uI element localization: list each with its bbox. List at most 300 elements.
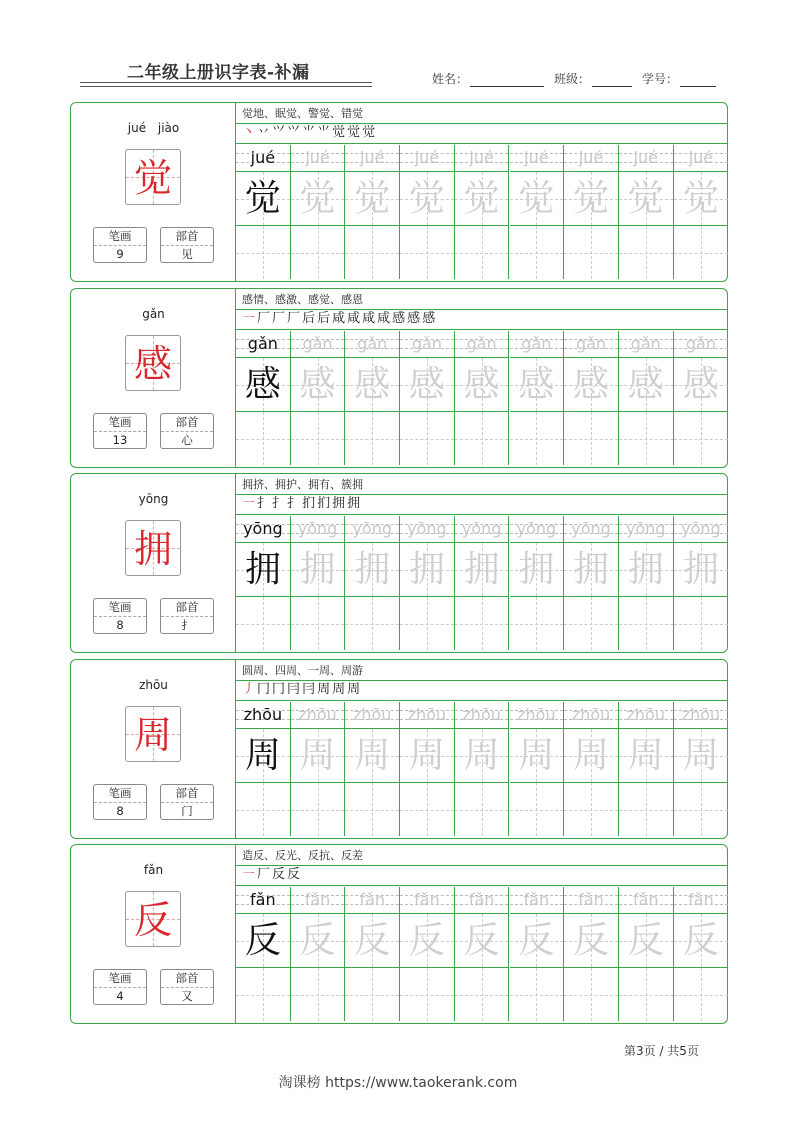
pinyin-model: fǎn (250, 890, 276, 909)
character-trace: 感 (354, 364, 391, 405)
character-trace: 拥 (682, 549, 719, 590)
tracing-cell[interactable] (564, 357, 619, 411)
blank-writing-cell[interactable] (236, 225, 291, 279)
pinyin-cell[interactable] (400, 516, 455, 542)
character-pinyin: gǎn (142, 307, 165, 321)
character-trace: 拥 (408, 549, 445, 590)
blank-writing-cell[interactable] (619, 411, 674, 465)
tracing-cell[interactable] (619, 357, 674, 411)
tracing-cell[interactable] (619, 728, 674, 782)
blank-writing-cell[interactable] (291, 225, 346, 279)
pinyin-trace: jué (360, 148, 385, 167)
character-trace: 周 (354, 735, 391, 776)
pinyin-trace: zhōu (407, 705, 447, 724)
pinyin-cell[interactable] (619, 702, 674, 728)
pinyin-cell[interactable] (455, 516, 510, 542)
pinyin-trace: gǎn (411, 334, 442, 353)
pinyin-cell[interactable] (291, 145, 346, 171)
pinyin-trace: zhōu (626, 705, 665, 724)
pinyin-trace: zhōu (353, 705, 392, 724)
pinyin-trace: gǎn (357, 334, 388, 353)
pinyin-cell[interactable] (674, 516, 729, 542)
stroke-step: ⺌ (317, 125, 331, 140)
character-card (70, 288, 728, 468)
tracing-cell[interactable] (510, 357, 565, 411)
character-trace: 拥 (299, 549, 336, 590)
example-words: 拥挤、拥护、拥有、簇拥 (242, 478, 363, 491)
pinyin-cell[interactable] (510, 516, 565, 542)
blank-writing-cell[interactable] (564, 967, 619, 1021)
tracing-cell[interactable] (455, 542, 510, 596)
blank-writing-cell[interactable] (510, 782, 565, 836)
stroke-count-label: 笔画 (94, 785, 146, 803)
character-trace: 感 (627, 364, 664, 405)
tracing-cell (236, 913, 291, 967)
character-info-panel (71, 103, 236, 281)
pinyin-cell[interactable] (291, 331, 346, 357)
character-glyph: 拥 (133, 527, 172, 571)
pinyin-cell[interactable] (674, 145, 729, 171)
tracing-cell[interactable] (400, 728, 455, 782)
pinyin-cell[interactable] (345, 887, 400, 913)
blank-writing-cell[interactable] (345, 782, 400, 836)
blank-writing-cell[interactable] (291, 967, 346, 1021)
tracing-cell[interactable] (674, 728, 729, 782)
pinyin-cell[interactable] (400, 145, 455, 171)
id-label: 学号： (642, 72, 679, 86)
tracing-cell[interactable] (564, 542, 619, 596)
tracing-cell[interactable] (455, 728, 510, 782)
stroke-step: ⺍ (287, 125, 301, 140)
practice-panel (236, 845, 727, 1023)
pinyin-cell[interactable] (674, 887, 729, 913)
blank-writing-cell[interactable] (236, 596, 291, 650)
character-info-panel (71, 289, 236, 467)
tracing-cell (236, 542, 291, 596)
character-trace: 周 (627, 735, 664, 776)
character-trace: 反 (408, 920, 445, 961)
blank-writing-cell[interactable] (455, 967, 510, 1021)
blank-writing-cell[interactable] (291, 596, 346, 650)
blank-writing-cell[interactable] (400, 411, 455, 465)
stroke-step: 周 (347, 682, 361, 697)
pinyin-cell[interactable] (400, 887, 455, 913)
character-model: 拥 (244, 549, 281, 590)
stroke-step: 咸 (362, 311, 376, 326)
pinyin-trace: yōng (516, 519, 557, 538)
radical-label: 部首 (161, 228, 213, 246)
pinyin-trace: zhōu (298, 705, 337, 724)
blank-writing-cell[interactable] (345, 411, 400, 465)
radical-value: 心 (181, 433, 193, 447)
tracing-cell[interactable] (345, 357, 400, 411)
tracing-cell[interactable] (345, 913, 400, 967)
writing-grid (236, 516, 727, 652)
character-trace: 觉 (354, 178, 391, 219)
character-info-panel (71, 660, 236, 838)
stroke-step: 丶 (242, 125, 256, 140)
example-words: 感情、感激、感觉、感恩 (242, 293, 363, 306)
blank-writing-cell[interactable] (510, 967, 565, 1021)
practice-panel (236, 103, 727, 281)
character-box (125, 335, 181, 391)
class-field[interactable] (592, 72, 632, 87)
pinyin-trace: yōng (407, 519, 447, 538)
character-trace: 周 (682, 735, 719, 776)
pinyin-trace: fǎn (523, 890, 550, 909)
tracing-cell[interactable] (674, 542, 729, 596)
tracing-cell[interactable] (455, 913, 510, 967)
student-info-fields (432, 70, 726, 87)
character-box (125, 149, 181, 205)
character-trace: 反 (573, 920, 610, 961)
character-trace: 觉 (518, 178, 555, 219)
character-card (70, 659, 728, 839)
pinyin-trace: zhōu (681, 705, 721, 724)
blank-writing-cell[interactable] (510, 225, 565, 279)
character-pinyin: jué jiào (127, 121, 180, 135)
character-box (125, 891, 181, 947)
blank-writing-cell[interactable] (674, 411, 729, 465)
stroke-step: 反 (287, 867, 301, 882)
stroke-step: 反 (272, 867, 286, 882)
pinyin-cell[interactable] (674, 702, 729, 728)
stroke-count-value: 8 (116, 618, 124, 632)
blank-writing-cell[interactable] (619, 596, 674, 650)
stroke-step: 厂 (257, 311, 271, 326)
tracing-cell[interactable] (510, 913, 565, 967)
stroke-count-box (93, 413, 147, 449)
pinyin-trace: yōng (681, 519, 721, 538)
tracing-cell[interactable] (455, 357, 510, 411)
title-underline (80, 82, 372, 83)
blank-writing-cell[interactable] (674, 225, 729, 279)
pinyin-cell[interactable] (455, 145, 510, 171)
tracing-cell[interactable] (619, 542, 674, 596)
page-number: 第3页 / 共5页 (624, 1044, 699, 1058)
footer-link[interactable]: 淘课榜 https://www.taokerank.com (278, 1075, 518, 1091)
pinyin-cell[interactable] (510, 702, 565, 728)
tracing-cell[interactable] (510, 542, 565, 596)
stroke-step: 咸 (332, 311, 346, 326)
writing-grid (236, 887, 727, 1023)
stroke-step: 冃 (287, 682, 301, 697)
row-divider (236, 885, 727, 886)
radical-label: 部首 (161, 785, 213, 803)
pinyin-trace: jué (469, 148, 494, 167)
pinyin-cell (236, 145, 291, 171)
pinyin-cell[interactable] (400, 702, 455, 728)
blank-writing-cell[interactable] (510, 596, 565, 650)
character-trace: 反 (682, 920, 719, 961)
stroke-step: 觉 (362, 125, 376, 140)
radical-value: 见 (181, 247, 193, 261)
stroke-step: 咸 (347, 311, 361, 326)
radical-label: 部首 (161, 414, 213, 432)
radical-value: 扌 (181, 618, 193, 632)
pinyin-model: zhōu (243, 705, 283, 724)
pinyin-cell[interactable] (564, 887, 619, 913)
blank-writing-cell[interactable] (345, 225, 400, 279)
radical-box (160, 598, 214, 634)
tracing-cell (236, 171, 291, 225)
tracing-cell[interactable] (400, 357, 455, 411)
tracing-cell (236, 728, 291, 782)
radical-label: 部首 (161, 599, 213, 617)
stroke-order (242, 866, 300, 884)
stroke-step: 厂 (287, 311, 301, 326)
character-trace: 感 (408, 364, 445, 405)
name-field[interactable] (470, 72, 544, 87)
blank-writing-cell[interactable] (674, 967, 729, 1021)
character-trace: 反 (299, 920, 336, 961)
pinyin-cell[interactable] (619, 516, 674, 542)
blank-writing-cell[interactable] (564, 596, 619, 650)
pinyin-cell[interactable] (619, 145, 674, 171)
blank-writing-cell[interactable] (291, 782, 346, 836)
character-trace: 感 (463, 364, 500, 405)
stroke-step: ⺍ (272, 125, 286, 140)
stroke-step: 扪 (302, 496, 316, 511)
tracing-cell[interactable] (619, 913, 674, 967)
blank-writing-cell[interactable] (564, 782, 619, 836)
stroke-order (242, 124, 375, 142)
blank-writing-cell[interactable] (291, 411, 346, 465)
stroke-count-box (93, 784, 147, 820)
stroke-count-box (93, 969, 147, 1005)
stroke-step: 后 (317, 311, 331, 326)
practice-panel (236, 474, 727, 652)
pinyin-trace: gǎn (685, 334, 716, 353)
tracing-cell[interactable] (291, 728, 346, 782)
stroke-count-label: 笔画 (94, 970, 146, 988)
stroke-step: ㇐ (242, 867, 256, 882)
tracing-cell[interactable] (345, 728, 400, 782)
pinyin-cell[interactable] (564, 702, 619, 728)
blank-writing-cell[interactable] (619, 225, 674, 279)
stroke-step: 拥 (332, 496, 346, 511)
pinyin-cell[interactable] (510, 331, 565, 357)
pinyin-cell[interactable] (619, 887, 674, 913)
character-trace: 感 (518, 364, 555, 405)
stroke-step: 感 (392, 311, 406, 326)
example-words: 造反、反光、反抗、反差 (242, 849, 363, 862)
pinyin-cell[interactable] (291, 887, 346, 913)
pinyin-trace: yōng (571, 519, 611, 538)
pinyin-trace: jué (524, 148, 549, 167)
pinyin-cell[interactable] (564, 145, 619, 171)
tracing-cell[interactable] (455, 171, 510, 225)
pinyin-cell[interactable] (291, 702, 346, 728)
character-trace: 周 (518, 735, 555, 776)
character-box (125, 706, 181, 762)
tracing-cell[interactable] (345, 542, 400, 596)
character-info-panel (71, 845, 236, 1023)
blank-writing-cell[interactable] (345, 967, 400, 1021)
practice-panel (236, 660, 727, 838)
character-trace: 觉 (573, 178, 610, 219)
pinyin-trace: yōng (625, 519, 666, 538)
pinyin-cell[interactable] (564, 516, 619, 542)
blank-writing-cell[interactable] (455, 411, 510, 465)
stroke-step: 感 (407, 311, 421, 326)
tracing-cell[interactable] (564, 171, 619, 225)
pinyin-cell[interactable] (455, 331, 510, 357)
row-divider (236, 865, 727, 866)
blank-writing-cell[interactable] (564, 411, 619, 465)
stroke-count-value: 4 (116, 989, 124, 1003)
blank-writing-cell[interactable] (400, 225, 455, 279)
character-model: 觉 (244, 178, 281, 219)
pinyin-trace: yōng (461, 519, 502, 538)
pinyin-trace: fǎn (468, 890, 495, 909)
blank-writing-cell[interactable] (236, 782, 291, 836)
pinyin-cell[interactable] (510, 887, 565, 913)
blank-writing-cell[interactable] (455, 596, 510, 650)
pinyin-trace: zhōu (462, 705, 501, 724)
pinyin-cell[interactable] (345, 331, 400, 357)
blank-writing-cell[interactable] (400, 967, 455, 1021)
stroke-step: 拥 (347, 496, 361, 511)
character-trace: 周 (408, 735, 445, 776)
blank-writing-cell[interactable] (236, 411, 291, 465)
id-field[interactable] (680, 72, 716, 87)
tracing-cell[interactable] (400, 542, 455, 596)
character-trace: 觉 (408, 178, 445, 219)
tracing-cell[interactable] (510, 728, 565, 782)
tracing-cell[interactable] (291, 913, 346, 967)
blank-writing-cell[interactable] (400, 596, 455, 650)
pinyin-model: gǎn (247, 334, 278, 353)
character-trace: 周 (299, 735, 336, 776)
pinyin-cell[interactable] (674, 331, 729, 357)
character-trace: 周 (463, 735, 500, 776)
stroke-step: 冂 (257, 682, 271, 697)
character-model: 感 (244, 364, 281, 405)
blank-writing-cell[interactable] (619, 782, 674, 836)
pinyin-cell[interactable] (510, 145, 565, 171)
radical-value: 又 (181, 989, 193, 1003)
character-trace: 拥 (463, 549, 500, 590)
stroke-step: 周 (317, 682, 331, 697)
blank-writing-cell[interactable] (674, 782, 729, 836)
character-pinyin: fǎn (143, 863, 164, 877)
pinyin-cell[interactable] (564, 331, 619, 357)
pinyin-trace: gǎn (521, 334, 552, 353)
character-trace: 感 (682, 364, 719, 405)
character-pinyin: zhōu (139, 678, 168, 692)
row-divider (236, 700, 727, 701)
tracing-cell[interactable] (674, 357, 729, 411)
blank-writing-cell[interactable] (510, 411, 565, 465)
pinyin-cell (236, 702, 291, 728)
pinyin-cell[interactable] (400, 331, 455, 357)
character-glyph: 觉 (133, 156, 172, 200)
stroke-count-value: 8 (116, 804, 124, 818)
tracing-cell[interactable] (400, 171, 455, 225)
character-trace: 拥 (518, 549, 555, 590)
pinyin-trace: jué (633, 148, 658, 167)
pinyin-model: yōng (243, 519, 283, 538)
blank-writing-cell[interactable] (236, 967, 291, 1021)
pinyin-trace: gǎn (575, 334, 607, 353)
tracing-cell[interactable] (674, 171, 729, 225)
blank-writing-cell[interactable] (564, 225, 619, 279)
pinyin-trace: fǎn (304, 890, 331, 909)
blank-writing-cell[interactable] (345, 596, 400, 650)
tracing-cell[interactable] (345, 171, 400, 225)
writing-grid (236, 331, 727, 467)
blank-writing-cell[interactable] (674, 596, 729, 650)
stroke-step: 扌 (287, 496, 301, 511)
stroke-count-box (93, 227, 147, 263)
tracing-cell[interactable] (400, 913, 455, 967)
tracing-cell[interactable] (674, 913, 729, 967)
tracing-cell[interactable] (564, 728, 619, 782)
character-info-panel (71, 474, 236, 652)
example-words: 圆周、四周、一周、周游 (242, 664, 363, 677)
pinyin-trace: jué (305, 148, 330, 167)
pinyin-cell[interactable] (455, 702, 510, 728)
character-trace: 感 (573, 364, 610, 405)
pinyin-cell[interactable] (619, 331, 674, 357)
practice-panel (236, 289, 727, 467)
pinyin-cell[interactable] (345, 516, 400, 542)
character-trace: 拥 (627, 549, 664, 590)
pinyin-model: jué (250, 148, 276, 167)
blank-writing-cell[interactable] (455, 782, 510, 836)
tracing-cell[interactable] (510, 171, 565, 225)
blank-writing-cell[interactable] (455, 225, 510, 279)
pinyin-cell[interactable] (345, 145, 400, 171)
character-card (70, 473, 728, 653)
tracing-cell[interactable] (619, 171, 674, 225)
radical-box (160, 227, 214, 263)
blank-writing-cell[interactable] (400, 782, 455, 836)
pinyin-cell[interactable] (291, 516, 346, 542)
stroke-step: ⺌ (302, 125, 316, 140)
character-card (70, 844, 728, 1024)
pinyin-cell (236, 331, 291, 357)
pinyin-trace: yōng (297, 519, 338, 538)
radical-box (160, 413, 214, 449)
character-glyph: 周 (133, 713, 172, 757)
character-trace: 反 (627, 920, 664, 961)
tracing-cell[interactable] (291, 542, 346, 596)
character-glyph: 反 (133, 898, 172, 942)
stroke-step: ㇐ (242, 311, 256, 326)
stroke-step: ㇐ (242, 496, 256, 511)
stroke-order (242, 495, 360, 513)
stroke-count-label: 笔画 (94, 599, 146, 617)
stroke-step: 咸 (377, 311, 391, 326)
tracing-cell[interactable] (291, 357, 346, 411)
stroke-count-label: 笔画 (94, 414, 146, 432)
tracing-cell[interactable] (564, 913, 619, 967)
pinyin-cell[interactable] (455, 887, 510, 913)
stroke-step: 厂 (257, 867, 271, 882)
radical-box (160, 784, 214, 820)
radical-box (160, 969, 214, 1005)
stroke-step: 丿 (242, 682, 256, 697)
stroke-step: 冂 (272, 682, 286, 697)
tracing-cell[interactable] (291, 171, 346, 225)
character-trace: 反 (518, 920, 555, 961)
pinyin-cell[interactable] (345, 702, 400, 728)
blank-writing-cell[interactable] (619, 967, 674, 1021)
pinyin-trace: zhōu (517, 705, 556, 724)
character-card (70, 102, 728, 282)
